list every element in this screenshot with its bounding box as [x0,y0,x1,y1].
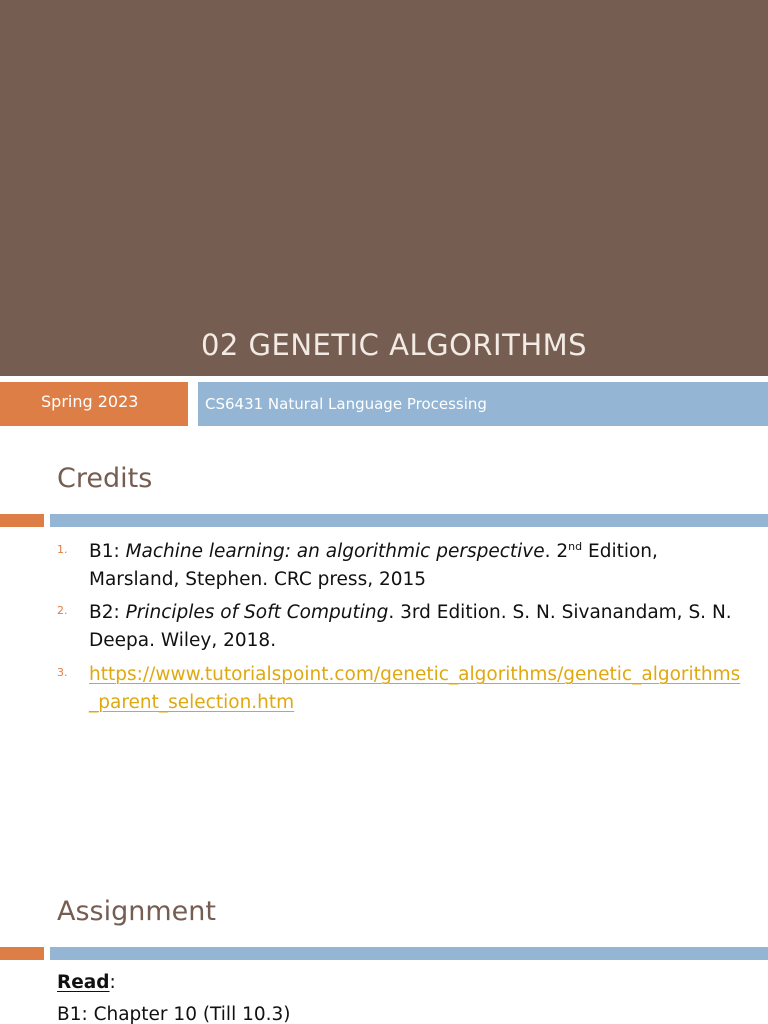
list-number: 3. [57,666,68,679]
credits-heading: Credits [57,463,153,494]
credit-text-2 [89,599,749,655]
assignment-rule-blue [50,947,768,960]
term-band [0,382,188,426]
course-band [198,382,768,426]
credit-text-1 [89,538,749,594]
reference-link[interactable]: https://www.tutorialspoint.com/genetic_algorithms/genetic_algorithms_parent_selection.htm [89,664,741,713]
credit-sup: nd [568,539,583,553]
credit-mid: . 2 [544,541,569,562]
book-title: Principles of Soft Computing [125,602,389,623]
assignment-rule-orange [0,947,44,960]
slide-title: 02 GENETIC ALGORITHMS [200,328,588,362]
credit-text-3 [89,661,749,717]
list-number: 2. [57,604,68,617]
course-label: CS6431 Natural Language Processing [205,395,487,413]
title-banner [0,0,768,376]
read-colon: : [109,972,116,993]
assignment-heading: Assignment [57,896,216,927]
credits-rule-orange [0,514,44,527]
list-number: 1. [57,543,68,556]
chapter-reference: B1: Chapter 10 (Till 10.3) [57,1004,291,1024]
credits-rule-blue [50,514,768,527]
credit-prefix: B2: [89,602,126,623]
book-title: Machine learning: an algorithmic perspective [125,541,545,562]
read-label [57,972,116,993]
credit-rest: Edition, Marsland, Stephen. CRC press, 2015 [89,541,658,590]
term-label: Spring 2023 [41,392,139,411]
read-word: Read [57,972,110,993]
credit-prefix: B1: [89,541,126,562]
credit-rest: . 3rd Edition. S. N. Sivanandam, S. N. Deepa. Wiley, 2018. [89,602,732,651]
